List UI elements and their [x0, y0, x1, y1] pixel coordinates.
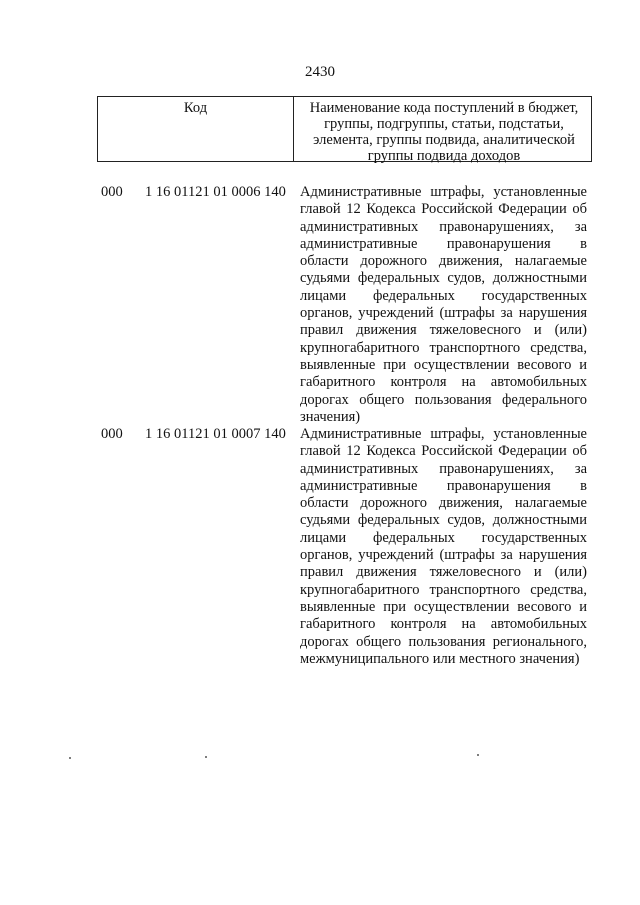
row-prefix: 000 [101, 426, 123, 442]
scan-speck [69, 757, 71, 759]
header-name-label: Наименование кода поступлений в бюджет, группы, подгруппы, статьи, подстатьи, элемента, группы подвида, аналитической группы подвида доходов [309, 100, 579, 164]
row-code: 1 16 01121 01 0007 140 [145, 426, 286, 442]
row-description: Административные штрафы, установленные главой 12 Кодекса Российской Федерации об административных правонарушениях, за административные правонарушения в области дорожного движения, налагаемые судьями федеральных судов, должностными лицами федеральных государственных органов, учреждений (штрафы за нарушения правил движения тяжеловесного и (или) крупногабаритного транспортного средства, выявленные при осуществлении весового и габаритного контроля на автомобильных дорогах общего пользования регионального, межмуниципального или местного значения) [300, 426, 587, 667]
scan-speck [477, 754, 479, 756]
page-number: 2430 [305, 64, 335, 80]
row-prefix: 000 [101, 184, 123, 200]
header-code-label: Код [183, 100, 208, 116]
scan-speck [205, 756, 207, 758]
row-code: 1 16 01121 01 0006 140 [145, 184, 286, 200]
header-divider [293, 97, 294, 161]
row-description: Административные штрафы, установленные главой 12 Кодекса Российской Федерации об административных правонарушениях, за административные правонарушения в области дорожного движения, налагаемые судьями федеральных судов, должностными лицами федеральных государственных органов, учреждений (штрафы за нарушения правил движения тяжеловесного и (или) крупногабаритного транспортного средства, выявленные при осуществлении весового и габаритного контроля на автомобильных дорогах общего пользования федерального значения) [300, 184, 587, 425]
table-header [97, 96, 592, 162]
